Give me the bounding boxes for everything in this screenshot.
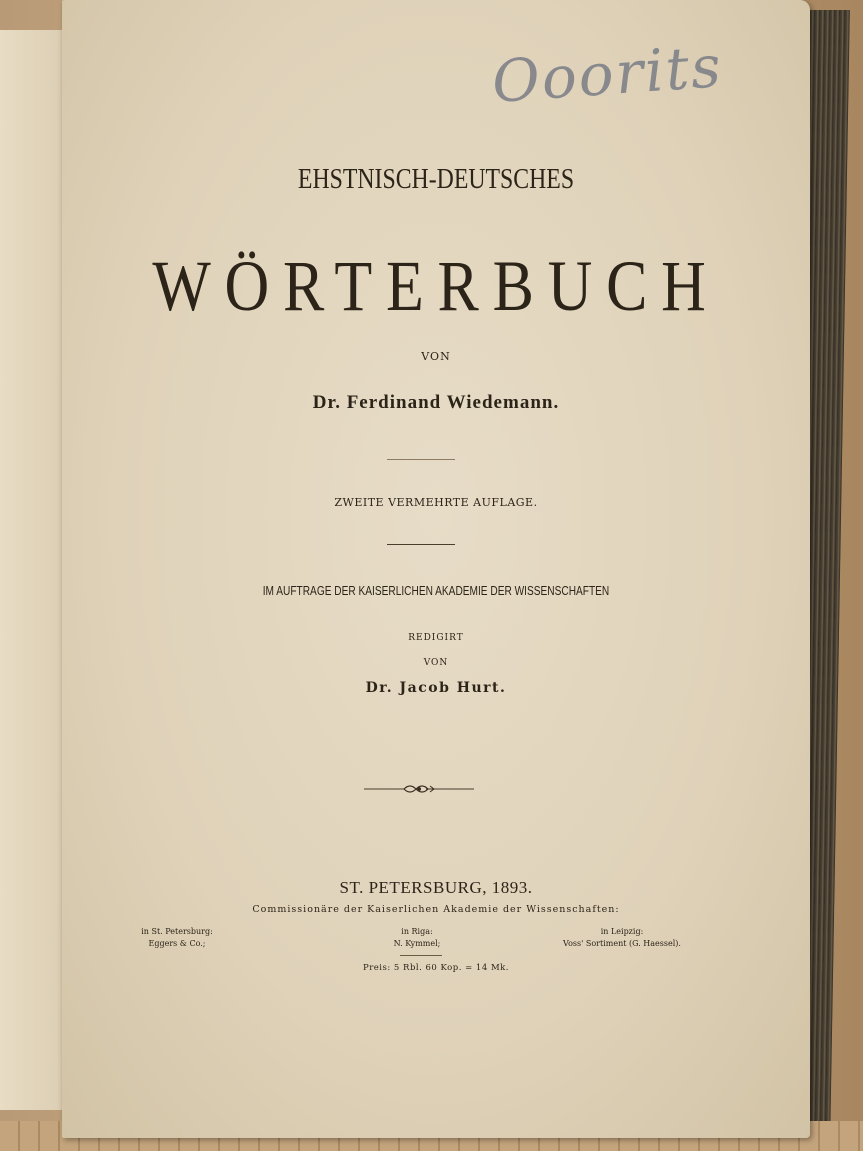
agent-name: N. Kymmel; <box>393 939 441 948</box>
agent-name: Eggers & Co.; <box>148 939 206 948</box>
publication-place-year: ST. PETERSBURG, 1893. <box>339 878 533 897</box>
agent-st-petersburg <box>102 926 252 950</box>
by-label-2: VON <box>423 658 449 668</box>
author-name: Dr. Ferdinand Wiedemann. <box>312 392 560 413</box>
handwritten-signature: Ooorits <box>489 32 725 116</box>
editor-name: Dr. Jacob Hurt. <box>365 680 507 696</box>
price-line: Preis: 5 Rbl. 60 Kop. = 14 Mk. <box>362 963 510 973</box>
edition-statement: ZWEITE VERMEHRTE AUFLAGE. <box>334 496 538 509</box>
agent-riga <box>342 926 492 950</box>
by-label-1: VON <box>421 350 451 363</box>
divider-rule-1 <box>387 459 455 460</box>
divider-rule-2 <box>387 544 455 545</box>
edited-label: REDIGIRT <box>408 633 464 643</box>
agent-city: in Riga: <box>401 927 433 936</box>
agent-city: in St. Petersburg: <box>141 927 213 936</box>
title-main: WÖRTERBUCH <box>152 246 720 326</box>
commissioners-line: Commissionäre der Kaiserlichen Akademie der Wissenschaften: <box>252 904 620 915</box>
agent-city: in Leipzig: <box>600 927 644 936</box>
commission-statement: IM AUFTRAGE DER KAISERLICHEN AKADEMIE DER WISSENSCHAFTEN <box>262 583 610 598</box>
agent-leipzig <box>522 926 722 950</box>
ornament-icon <box>364 781 474 797</box>
title-line-1: EHSTNISCH-DEUTSCHES <box>297 163 575 195</box>
divider-rule-3 <box>400 955 442 956</box>
title-page <box>62 0 810 1138</box>
agent-name: Voss' Sortiment (G. Haessel). <box>563 939 681 948</box>
